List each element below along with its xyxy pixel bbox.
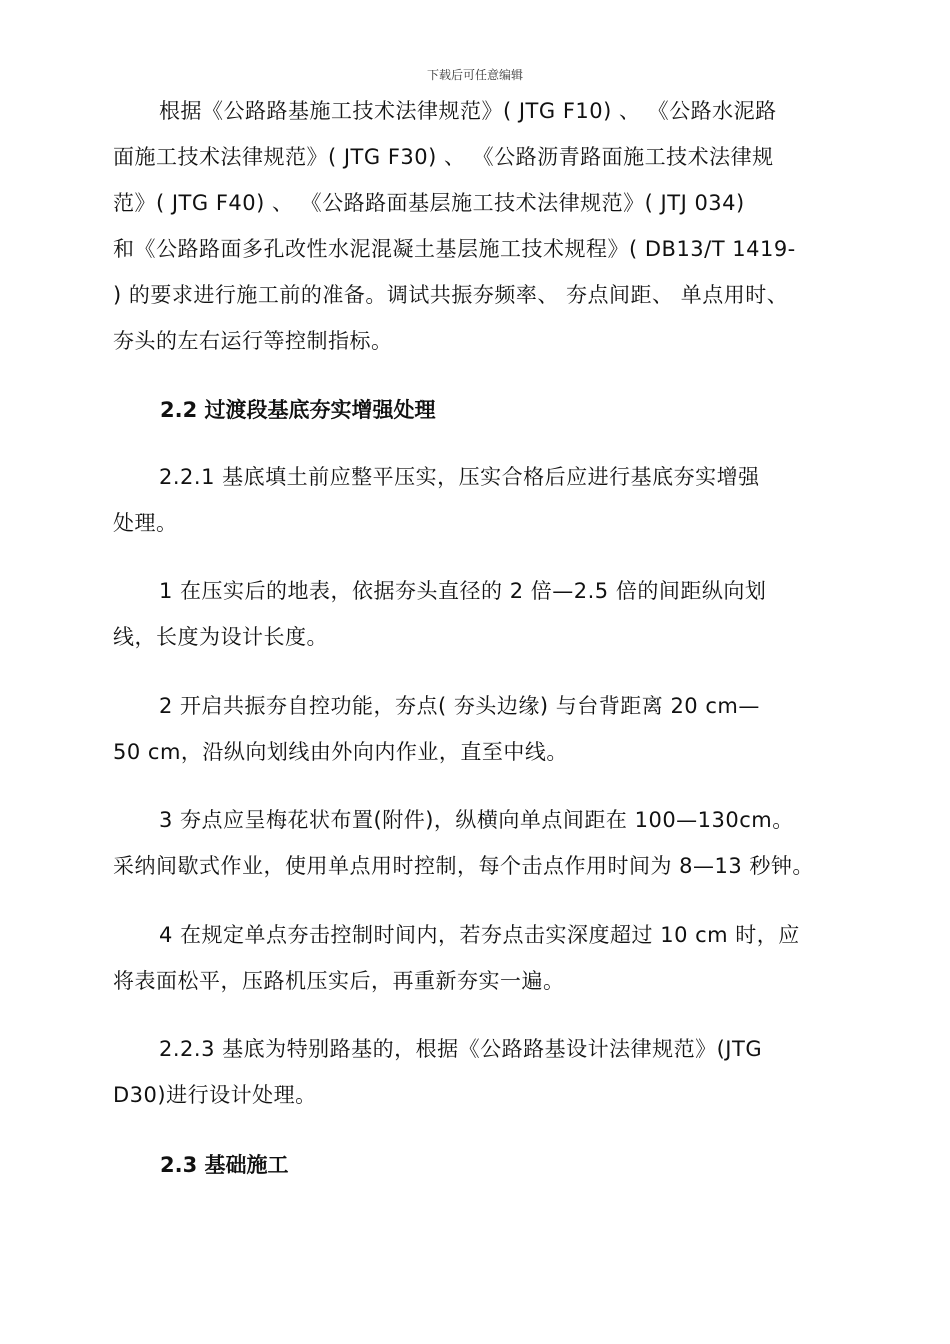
paragraph-line: 2.2.3 基底为特别路基的，根据《公路路基设计法律规范》(JTG bbox=[159, 1037, 763, 1061]
paragraph-2-2-1 bbox=[113, 454, 843, 546]
paragraph-line: 根据《公路路基施工技术法律规范》( JTG F10) 、 《公路水泥路 bbox=[159, 99, 777, 123]
paragraph-line: 线，长度为设计长度。 bbox=[113, 625, 328, 649]
paragraph-line: 4 在规定单点夯击控制时间内，若夯点击实深度超过 10 cm 时，应 bbox=[159, 923, 800, 947]
paragraph-line: 2.2.1 基底填土前应整平压实，压实合格后应进行基底夯实增强 bbox=[159, 465, 760, 489]
paragraph-line: 处理。 bbox=[113, 511, 178, 535]
list-item-2 bbox=[113, 683, 843, 775]
paragraph-2-2-3 bbox=[113, 1026, 843, 1118]
paragraph-line: 夯头的左右运行等控制指标。 bbox=[113, 329, 393, 353]
paragraph-line: 和《公路路面多孔改性水泥混凝土基层施工技术规程》( DB13/T 1419- bbox=[113, 237, 796, 261]
section-heading-2-3: 2.3 基础施工 bbox=[160, 1153, 289, 1177]
paragraph-line: 将表面松平，压路机压实后，再重新夯实一遍。 bbox=[113, 969, 565, 993]
list-item-4 bbox=[113, 912, 843, 1004]
page-header: 下载后可任意编辑 bbox=[426, 68, 523, 82]
paragraph-line: 采纳间歇式作业，使用单点用时控制，每个击点作用时间为 8—13 秒钟。 bbox=[113, 854, 814, 878]
list-item-3 bbox=[113, 797, 843, 889]
paragraph-line: 50 cm，沿纵向划线由外向内作业，直至中线。 bbox=[113, 740, 568, 764]
paragraph-line: 2 开启共振夯自控功能，夯点( 夯头边缘) 与台背距离 20 cm— bbox=[159, 694, 760, 718]
paragraph-line: 3 夯点应呈梅花状布置(附件)，纵横向单点间距在 100—130cm。 bbox=[159, 808, 794, 832]
section-heading-2-2: 2.2 过渡段基底夯实增强处理 bbox=[160, 398, 436, 422]
paragraph-line: D30)进行设计处理。 bbox=[113, 1083, 317, 1107]
paragraph-line: 范》( JTG F40) 、 《公路路面基层施工技术法律规范》( JTJ 034) bbox=[113, 191, 745, 215]
intro-paragraph bbox=[113, 88, 843, 364]
paragraph-line: 1 在压实后的地表，依据夯头直径的 2 倍—2.5 倍的间距纵向划 bbox=[159, 579, 767, 603]
paragraph-line: ) 的要求进行施工前的准备。调试共振夯频率、 夯点间距、 单点用时、 bbox=[113, 283, 789, 307]
paragraph-line: 面施工技术法律规范》( JTG F30) 、 《公路沥青路面施工技术法律规 bbox=[113, 145, 774, 169]
list-item-1 bbox=[113, 568, 843, 660]
